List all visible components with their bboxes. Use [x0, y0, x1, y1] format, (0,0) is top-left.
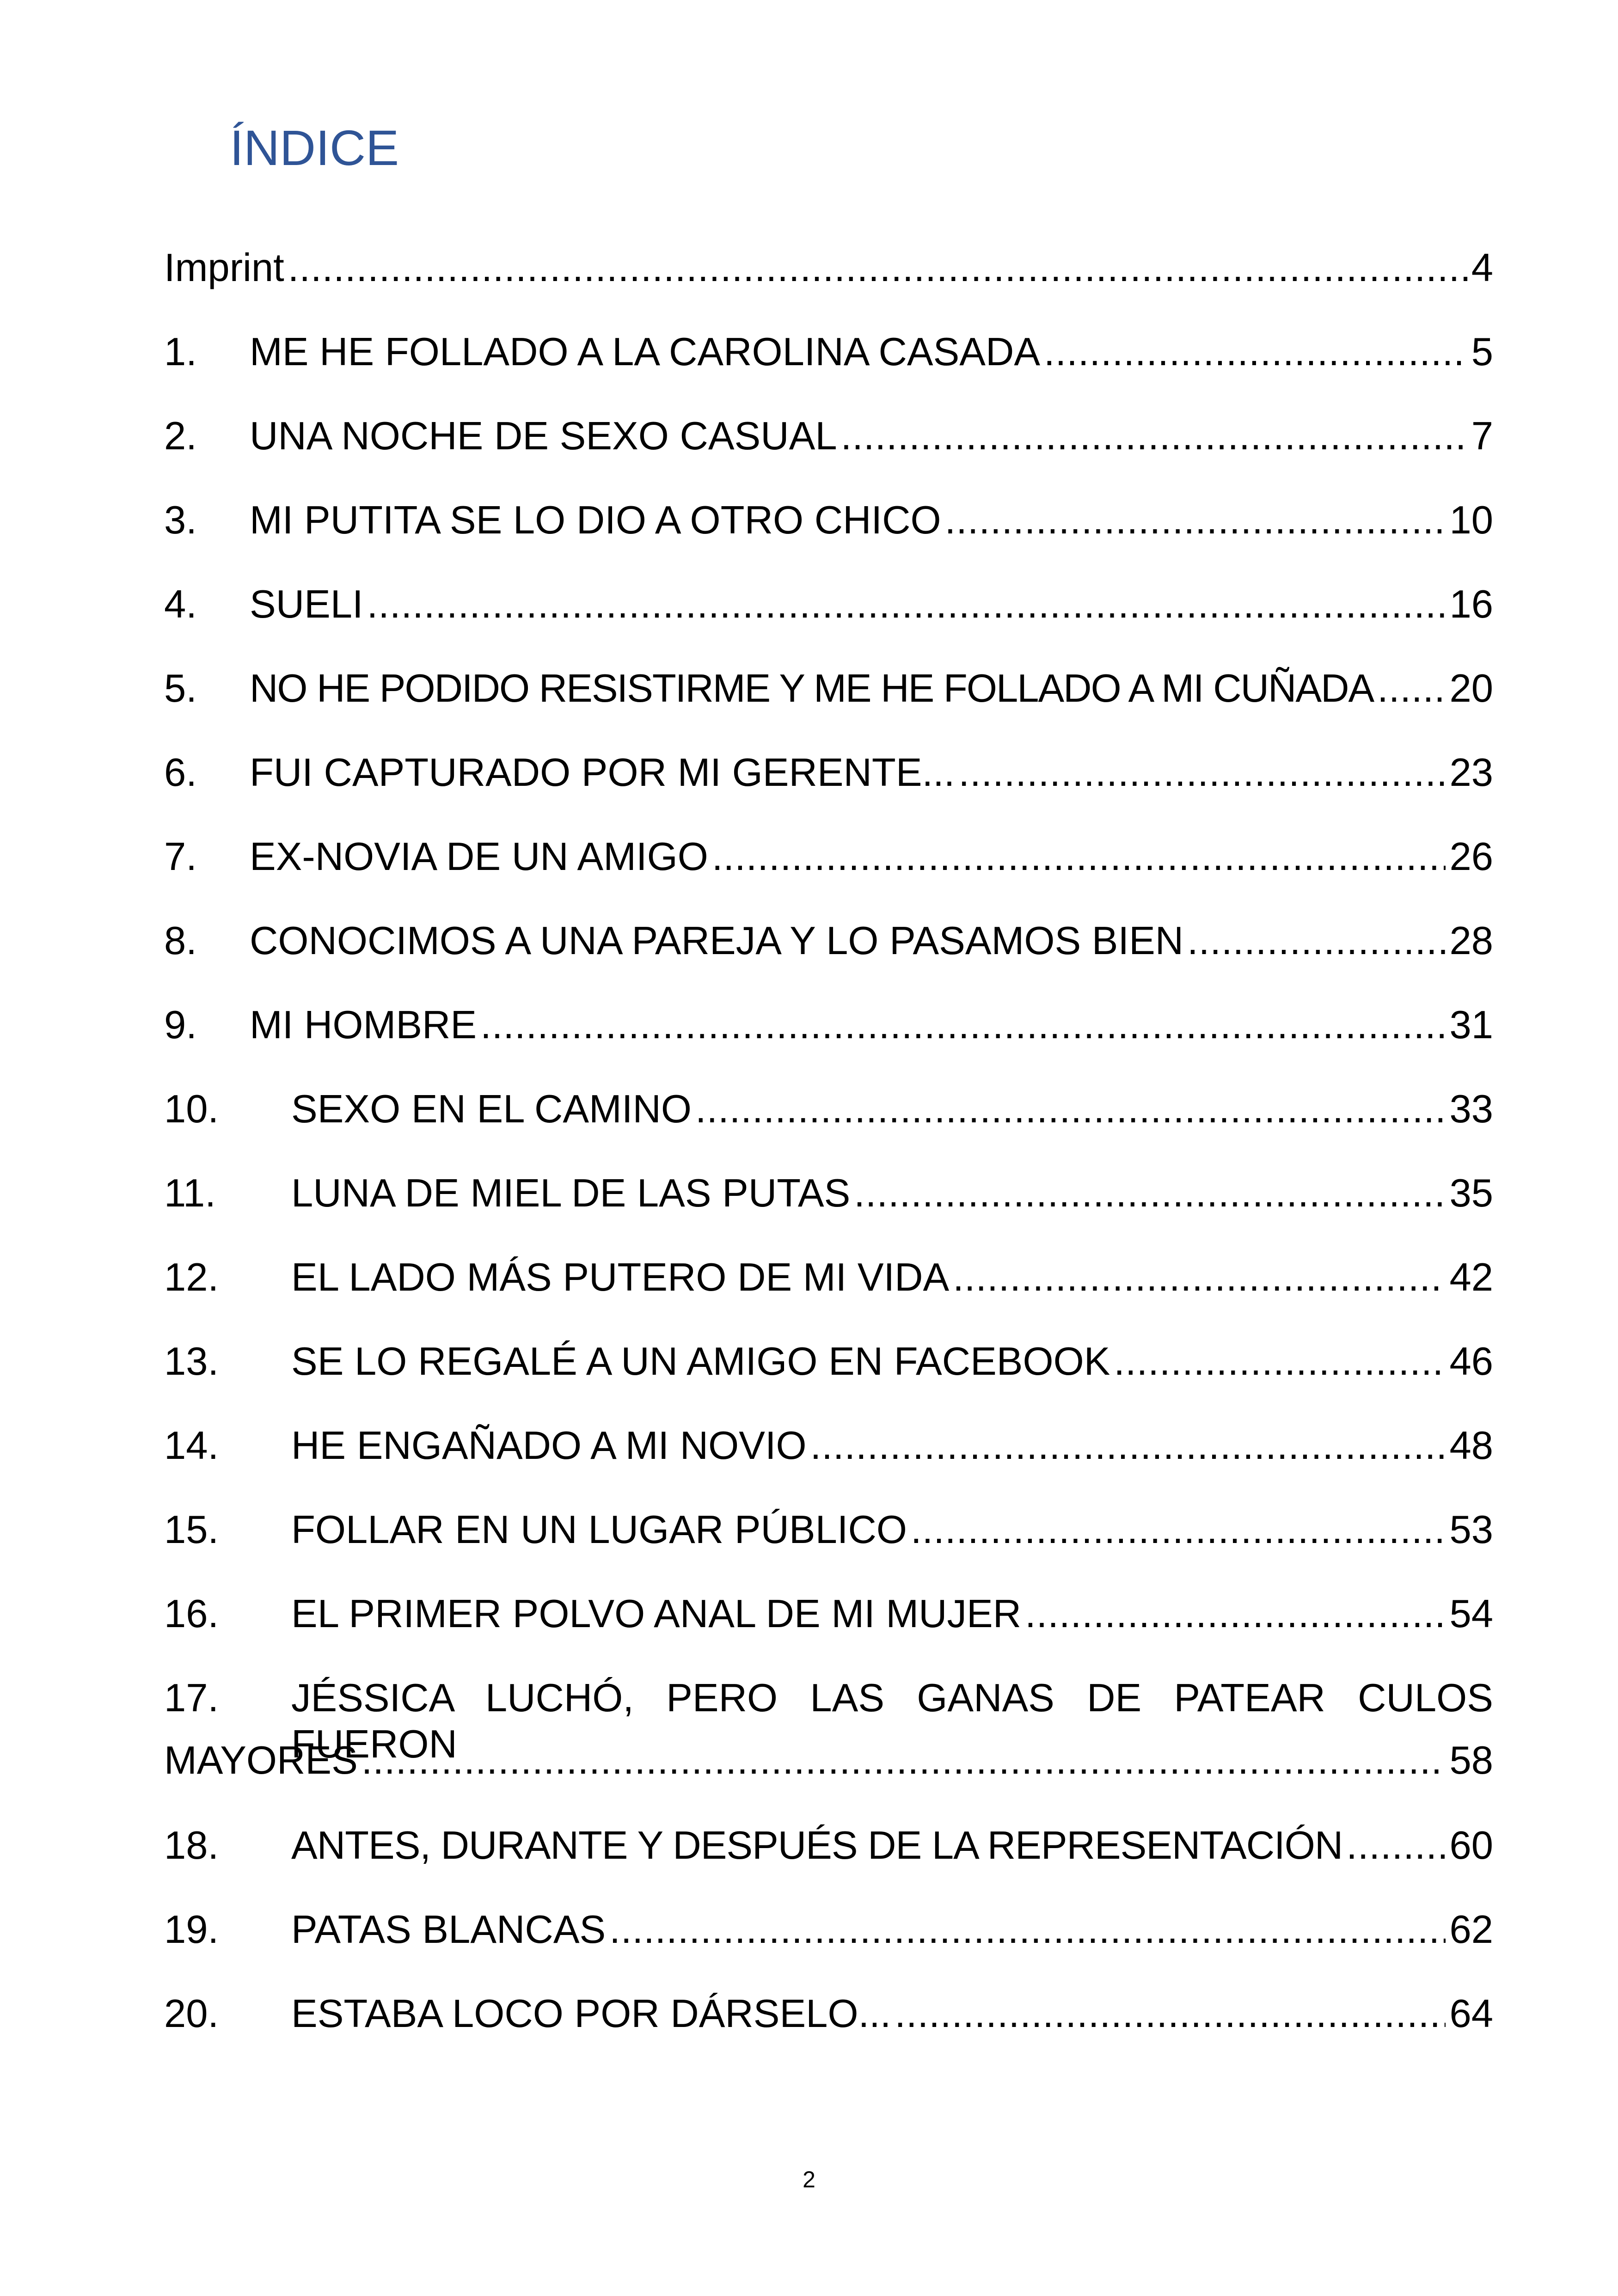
- toc-entry-title: SEXO EN EL CAMINO: [291, 1087, 692, 1131]
- toc-entry-20[interactable]: [164, 1991, 1493, 2037]
- toc-entry-title: MI HOMBRE: [250, 1003, 477, 1047]
- toc-entry-page: 20: [1449, 667, 1493, 710]
- toc-entry-title: ME HE FOLLADO A LA CAROLINA CASADA: [250, 330, 1041, 374]
- dot-leader: [958, 750, 1446, 796]
- toc-entry-title: LUNA DE MIEL DE LAS PUTAS: [291, 1171, 851, 1215]
- toc-entry-line-2: [164, 1738, 1493, 1784]
- toc-entry-1[interactable]: [164, 329, 1493, 375]
- toc-entry-page: 35: [1449, 1171, 1493, 1215]
- toc-entry-19[interactable]: [164, 1907, 1493, 1953]
- toc-entry-page: 46: [1449, 1340, 1493, 1384]
- toc-entry-12[interactable]: [164, 1255, 1493, 1301]
- dot-leader: [609, 1907, 1446, 1953]
- dot-leader: [480, 1002, 1446, 1048]
- toc-entry-number: 16.: [164, 1592, 219, 1636]
- toc-entry-page: 10: [1449, 498, 1493, 542]
- toc-entry-13[interactable]: [164, 1339, 1493, 1385]
- toc-entry-title: ANTES, DURANTE Y DESPUÉS DE LA REPRESENTACIÓN: [291, 1824, 1343, 1867]
- toc-entry-title: JÉSSICA LUCHÓ, PERO LAS GANAS DE PATEAR CULOS FUERON: [291, 1676, 1493, 1766]
- toc-entry-number: 14.: [164, 1424, 219, 1468]
- toc-entry-title: Imprint: [164, 246, 284, 290]
- toc-entry-imprint[interactable]: [164, 245, 1493, 291]
- toc-entry-number: 8.: [164, 919, 197, 963]
- dot-leader: [953, 1255, 1446, 1301]
- toc-entry-title: FOLLAR EN UN LUGAR PÚBLICO: [291, 1508, 907, 1552]
- toc-entry-page: 60: [1449, 1824, 1493, 1867]
- toc-entry-title: EL PRIMER POLVO ANAL DE MI MUJER: [291, 1592, 1022, 1636]
- toc-entry-number: 9.: [164, 1003, 197, 1047]
- dot-leader: [911, 1507, 1446, 1553]
- toc-entry-page: 28: [1449, 919, 1493, 963]
- dot-leader: [1114, 1339, 1446, 1385]
- toc-entry-14[interactable]: [164, 1423, 1493, 1469]
- toc-entry-title: MI PUTITA SE LO DIO A OTRO CHICO: [250, 498, 941, 542]
- toc-entry-page: 23: [1449, 751, 1493, 795]
- toc-entry-7[interactable]: [164, 834, 1493, 880]
- dot-leader: [362, 1738, 1446, 1784]
- toc-entry-page: 16: [1449, 582, 1493, 626]
- dot-leader: [945, 497, 1446, 544]
- dot-leader: [288, 245, 1468, 291]
- toc-entry-title: EX-NOVIA DE UN AMIGO: [250, 835, 708, 879]
- toc-entry-page: 33: [1449, 1087, 1493, 1131]
- toc-entry-title: PATAS BLANCAS: [291, 1908, 606, 1952]
- toc-entry-number: 3.: [164, 498, 197, 542]
- toc-entry-title-continued: MAYORES: [164, 1739, 358, 1782]
- toc-entry-3[interactable]: [164, 497, 1493, 544]
- toc-entry-9[interactable]: [164, 1002, 1493, 1048]
- toc-entry-title: HE ENGAÑADO A MI NOVIO: [291, 1424, 807, 1468]
- dot-leader: [1377, 666, 1446, 712]
- dot-leader: [1044, 329, 1468, 375]
- toc-entry-title: UNA NOCHE DE SEXO CASUAL: [250, 414, 837, 458]
- toc-entry-page: 31: [1449, 1003, 1493, 1047]
- dot-leader: [895, 1991, 1446, 2037]
- toc-entry-10[interactable]: [164, 1086, 1493, 1133]
- toc-entry-title: EL LADO MÁS PUTERO DE MI VIDA: [291, 1255, 950, 1299]
- toc-entry-number: 12.: [164, 1255, 219, 1299]
- toc-entry-number: 17.: [164, 1676, 219, 1720]
- toc-entry-title: NO HE PODIDO RESISTIRME Y ME HE FOLLADO A MI CUÑADA: [250, 667, 1374, 710]
- toc-entry-page: 53: [1449, 1508, 1493, 1552]
- toc-entry-title: ESTABA LOCO POR DÁRSELO...: [291, 1992, 891, 2036]
- toc-entry-5[interactable]: [164, 666, 1493, 712]
- toc-heading: ÍNDICE: [230, 120, 399, 176]
- dot-leader: [1025, 1591, 1446, 1637]
- toc-entry-page: 5: [1471, 330, 1493, 374]
- dot-leader: [810, 1423, 1446, 1469]
- dot-leader: [854, 1170, 1446, 1217]
- toc-entry-title: CONOCIMOS A UNA PAREJA Y LO PASAMOS BIEN: [250, 919, 1184, 963]
- toc-entry-title: SUELI: [250, 582, 363, 626]
- toc-entry-title: SE LO REGALÉ A UN AMIGO EN FACEBOOK: [291, 1340, 1110, 1384]
- dot-leader: [1346, 1823, 1446, 1869]
- toc-entry-number: 4.: [164, 582, 197, 626]
- toc-entry-page: 64: [1449, 1992, 1493, 2036]
- toc-entry-number: 10.: [164, 1087, 219, 1131]
- dot-leader: [841, 413, 1468, 459]
- toc-entry-number: 18.: [164, 1824, 219, 1867]
- toc-entry-17[interactable]: [164, 1675, 1493, 1805]
- toc-entry-number: 6.: [164, 751, 197, 795]
- dot-leader: [695, 1086, 1446, 1133]
- toc-entry-18[interactable]: [164, 1823, 1493, 1869]
- toc-entry-page: 62: [1449, 1908, 1493, 1952]
- toc-entry-page: 54: [1449, 1592, 1493, 1636]
- toc-entry-number: 11.: [164, 1171, 216, 1215]
- toc-entry-11[interactable]: [164, 1170, 1493, 1217]
- toc-entry-page: 7: [1471, 414, 1493, 458]
- toc-entry-15[interactable]: [164, 1507, 1493, 1553]
- toc-entry-8[interactable]: [164, 918, 1493, 964]
- toc-entry-number: 5.: [164, 667, 197, 710]
- toc-entry-page: 58: [1449, 1739, 1493, 1782]
- toc-entry-number: 15.: [164, 1508, 219, 1552]
- toc-entry-number: 2.: [164, 414, 197, 458]
- page-number: 2: [803, 2167, 815, 2192]
- toc-entry-title: FUI CAPTURADO POR MI GERENTE...: [250, 751, 955, 795]
- dot-leader: [712, 834, 1446, 880]
- toc-entry-number: 1.: [164, 330, 197, 374]
- dot-leader: [1187, 918, 1446, 964]
- toc-entry-page: 48: [1449, 1424, 1493, 1468]
- toc-entry-number: 20.: [164, 1992, 219, 2036]
- toc-entry-page: 42: [1449, 1255, 1493, 1299]
- toc-entry-number: 7.: [164, 835, 197, 879]
- toc-entry-4[interactable]: [164, 582, 1493, 628]
- toc-entry-16[interactable]: [164, 1591, 1493, 1637]
- toc-entry-number: 13.: [164, 1340, 219, 1384]
- dot-leader: [367, 582, 1446, 628]
- toc-entry-6[interactable]: [164, 750, 1493, 796]
- toc-entry-page: 4: [1471, 246, 1493, 290]
- toc-entry-number: 19.: [164, 1908, 219, 1952]
- toc-entry-page: 26: [1449, 835, 1493, 879]
- toc-entry-2[interactable]: [164, 413, 1493, 459]
